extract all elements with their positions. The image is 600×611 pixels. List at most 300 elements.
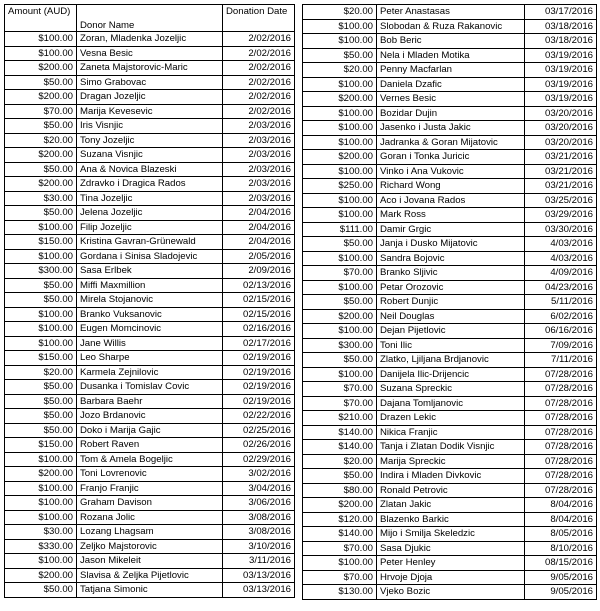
donor-name: Tony Jozeljic — [77, 133, 223, 148]
donor-name: Goran i Tonka Juricic — [377, 150, 525, 165]
donation-date: 07/28/2016 — [525, 469, 597, 484]
donor-name: Mijo i Smilja Skeledzic — [377, 527, 525, 542]
table-row — [5, 249, 295, 264]
donation-date: 2/03/2016 — [223, 162, 295, 177]
table-row — [5, 278, 295, 293]
donation-amount: $20.00 — [303, 63, 377, 78]
donation-date: 03/13/2016 — [223, 583, 295, 598]
donation-date: 03/30/2016 — [525, 222, 597, 237]
table-row — [303, 570, 597, 585]
table-row — [303, 382, 597, 397]
donation-date: 07/28/2016 — [525, 454, 597, 469]
donation-date: 07/28/2016 — [525, 483, 597, 498]
donation-amount: $120.00 — [303, 512, 377, 527]
table-row — [303, 498, 597, 513]
donation-amount: $100.00 — [5, 554, 77, 569]
table-row — [5, 264, 295, 279]
donation-date: 2/03/2016 — [223, 191, 295, 206]
donation-amount: $50.00 — [303, 353, 377, 368]
table-row — [5, 452, 295, 467]
donation-date: 04/23/2016 — [525, 280, 597, 295]
donation-amount: $50.00 — [303, 237, 377, 252]
donation-date: 02/25/2016 — [223, 423, 295, 438]
donation-date: 9/05/2016 — [525, 570, 597, 585]
table-row — [303, 338, 597, 353]
donation-date: 3/04/2016 — [223, 481, 295, 496]
donor-name: Jane Willis — [77, 336, 223, 351]
table-row — [5, 394, 295, 409]
donor-name: Toni Lovrenovic — [77, 467, 223, 482]
donation-date: 2/02/2016 — [223, 46, 295, 61]
donor-name-header: Donor Name — [77, 5, 223, 32]
table-row — [5, 409, 295, 424]
table-row — [5, 380, 295, 395]
donation-date: 5/11/2016 — [525, 295, 597, 310]
donation-amount: $70.00 — [303, 266, 377, 281]
table-row — [5, 46, 295, 61]
donor-name: Robert Dunjic — [377, 295, 525, 310]
donation-amount: $50.00 — [5, 409, 77, 424]
donation-amount: $100.00 — [5, 220, 77, 235]
table-row — [303, 556, 597, 571]
table-row — [303, 396, 597, 411]
donation-amount: $20.00 — [5, 365, 77, 380]
donation-amount: $150.00 — [5, 235, 77, 250]
donor-name: Zaneta Majstorovic-Maric — [77, 61, 223, 76]
table-row — [303, 164, 597, 179]
donation-amount: $300.00 — [5, 264, 77, 279]
table-row — [303, 324, 597, 339]
table-row — [5, 90, 295, 105]
donation-date-header: Donation Date — [223, 5, 295, 32]
donor-name: Daniela Dzafic — [377, 77, 525, 92]
donation-amount: $100.00 — [303, 324, 377, 339]
donor-name: Marija Kevesevic — [77, 104, 223, 119]
donation-date: 2/09/2016 — [223, 264, 295, 279]
donor-name: Dajana Tomljanovic — [377, 396, 525, 411]
donation-amount: $70.00 — [303, 382, 377, 397]
table-row — [303, 295, 597, 310]
donation-amount: $200.00 — [5, 177, 77, 192]
table-row — [303, 34, 597, 49]
donor-name: Janja i Dusko Mijatovic — [377, 237, 525, 252]
donation-date: 3/08/2016 — [223, 525, 295, 540]
donor-name: Peter Anastasas — [377, 5, 525, 20]
donation-date: 03/13/2016 — [223, 568, 295, 583]
donation-date: 6/02/2016 — [525, 309, 597, 324]
donation-amount: $70.00 — [303, 570, 377, 585]
donation-date: 9/05/2016 — [525, 585, 597, 600]
donor-name: Rozana Jolic — [77, 510, 223, 525]
table-row — [5, 351, 295, 366]
donation-date: 02/22/2016 — [223, 409, 295, 424]
donation-amount: $100.00 — [303, 280, 377, 295]
donation-date: 08/15/2016 — [525, 556, 597, 571]
donor-name: Lozang Lhagsam — [77, 525, 223, 540]
table-row — [303, 77, 597, 92]
donation-amount: $50.00 — [5, 75, 77, 90]
donation-date: 03/25/2016 — [525, 193, 597, 208]
donation-date: 03/19/2016 — [525, 92, 597, 107]
donation-amount: $100.00 — [5, 510, 77, 525]
donation-amount: $20.00 — [303, 5, 377, 20]
table-row — [303, 92, 597, 107]
donation-amount: $100.00 — [5, 481, 77, 496]
table-row — [303, 222, 597, 237]
donor-name: Tina Jozeljic — [77, 191, 223, 206]
donation-date: 07/28/2016 — [525, 367, 597, 382]
table-row — [303, 527, 597, 542]
donor-name: Miffi Maxmillion — [77, 278, 223, 293]
header-row — [5, 5, 295, 32]
donation-amount: $100.00 — [5, 496, 77, 511]
donor-name: Jozo Brdanovic — [77, 409, 223, 424]
donor-name: Zlatko, Ljiljana Brdjanovic — [377, 353, 525, 368]
donation-amount: $330.00 — [5, 539, 77, 554]
donor-name: Jelena Jozeljic — [77, 206, 223, 221]
table-row — [5, 307, 295, 322]
table-row — [5, 148, 295, 163]
donation-date: 07/28/2016 — [525, 425, 597, 440]
donation-amount: $50.00 — [5, 423, 77, 438]
donation-date: 02/15/2016 — [223, 307, 295, 322]
donation-date: 02/19/2016 — [223, 380, 295, 395]
donor-name: Nela i Mladen Motika — [377, 48, 525, 63]
donation-date: 03/21/2016 — [525, 150, 597, 165]
donation-amount: $300.00 — [303, 338, 377, 353]
donor-name: Slavisa & Zeljka Pijetlovic — [77, 568, 223, 583]
donor-name: Nikica Franjic — [377, 425, 525, 440]
donor-name: Petar Orozovic — [377, 280, 525, 295]
donation-amount: $30.00 — [5, 525, 77, 540]
donation-date: 2/05/2016 — [223, 249, 295, 264]
donation-amount: $250.00 — [303, 179, 377, 194]
donor-name: Peter Henley — [377, 556, 525, 571]
donor-name: Drazen Lekic — [377, 411, 525, 426]
donation-amount: $100.00 — [5, 32, 77, 47]
donor-name: Aco i Jovana Rados — [377, 193, 525, 208]
donation-date: 3/06/2016 — [223, 496, 295, 511]
table-row — [303, 353, 597, 368]
donor-name: Iris Visnjic — [77, 119, 223, 134]
table-row — [5, 496, 295, 511]
donation-amount: $50.00 — [5, 162, 77, 177]
donation-date: 07/28/2016 — [525, 382, 597, 397]
table-row — [5, 75, 295, 90]
donor-name: Robert Raven — [77, 438, 223, 453]
donor-name: Zeljko Majstorovic — [77, 539, 223, 554]
donation-date: 02/19/2016 — [223, 351, 295, 366]
table-row — [303, 251, 597, 266]
donation-amount: $50.00 — [5, 206, 77, 221]
donation-date: 03/19/2016 — [525, 63, 597, 78]
donation-date: 03/20/2016 — [525, 121, 597, 136]
table-row — [5, 467, 295, 482]
donation-date: 02/19/2016 — [223, 394, 295, 409]
donation-amount: $200.00 — [5, 90, 77, 105]
table-row — [5, 119, 295, 134]
donation-date: 2/03/2016 — [223, 148, 295, 163]
table-row — [303, 266, 597, 281]
donor-name: Ana & Novica Blazeski — [77, 162, 223, 177]
donation-date: 03/20/2016 — [525, 106, 597, 121]
donation-amount: $100.00 — [5, 307, 77, 322]
donation-amount: $100.00 — [303, 34, 377, 49]
donor-name: Tanja i Zlatan Dodik Visnjic — [377, 440, 525, 455]
donation-amount: $50.00 — [5, 119, 77, 134]
donation-amount: $50.00 — [5, 293, 77, 308]
table-row — [303, 237, 597, 252]
donation-amount: $200.00 — [303, 150, 377, 165]
donation-amount: $100.00 — [5, 322, 77, 337]
donation-amount: $100.00 — [5, 452, 77, 467]
table-row — [303, 63, 597, 78]
donation-amount: $100.00 — [303, 135, 377, 150]
donor-name: Branko Sljivic — [377, 266, 525, 281]
donation-amount: $100.00 — [5, 249, 77, 264]
donation-amount: $140.00 — [303, 440, 377, 455]
donation-date: 03/17/2016 — [525, 5, 597, 20]
table-row — [5, 539, 295, 554]
donor-name: Ronald Petrovic — [377, 483, 525, 498]
table-row — [5, 583, 295, 598]
donor-name: Dusanka i Tomislav Covic — [77, 380, 223, 395]
table-row — [5, 133, 295, 148]
donor-name: Indira i Mladen Divkovic — [377, 469, 525, 484]
table-row — [5, 191, 295, 206]
donor-name: Mark Ross — [377, 208, 525, 223]
donor-name: Kristina Gavran-Grünewald — [77, 235, 223, 250]
table-row — [5, 177, 295, 192]
donation-date: 2/02/2016 — [223, 90, 295, 105]
table-row — [5, 206, 295, 221]
donation-date: 07/28/2016 — [525, 396, 597, 411]
donation-amount: $200.00 — [303, 498, 377, 513]
donation-date: 07/28/2016 — [525, 440, 597, 455]
table-row — [5, 510, 295, 525]
donation-date: 2/04/2016 — [223, 220, 295, 235]
donor-name: Slobodan & Ruza Rakanovic — [377, 19, 525, 34]
donation-amount: $70.00 — [303, 396, 377, 411]
table-row — [5, 336, 295, 351]
donation-date: 03/20/2016 — [525, 135, 597, 150]
donation-date: 03/18/2016 — [525, 19, 597, 34]
donor-name: Toni Ilic — [377, 338, 525, 353]
donation-date: 2/03/2016 — [223, 133, 295, 148]
donation-amount: $100.00 — [303, 251, 377, 266]
donor-name: Bozidar Dujin — [377, 106, 525, 121]
donation-amount: $50.00 — [5, 380, 77, 395]
table-row — [5, 481, 295, 496]
donation-amount: $30.00 — [5, 191, 77, 206]
donor-name: Eugen Momcinovic — [77, 322, 223, 337]
donation-date: 2/03/2016 — [223, 177, 295, 192]
donor-name: Karmela Zejnilovic — [77, 365, 223, 380]
table-row — [303, 440, 597, 455]
donation-date: 02/19/2016 — [223, 365, 295, 380]
donor-name: Filip Jozeljic — [77, 220, 223, 235]
donation-amount: $140.00 — [303, 425, 377, 440]
donation-amount: $50.00 — [303, 48, 377, 63]
table-row — [303, 19, 597, 34]
table-row — [303, 309, 597, 324]
donor-name: Vernes Besic — [377, 92, 525, 107]
donation-date: 02/16/2016 — [223, 322, 295, 337]
donor-name: Suzana Spreckic — [377, 382, 525, 397]
donation-date: 07/28/2016 — [525, 411, 597, 426]
table-row — [303, 425, 597, 440]
donation-date: 03/18/2016 — [525, 34, 597, 49]
donation-date: 03/21/2016 — [525, 179, 597, 194]
table-row — [303, 150, 597, 165]
left-donation-table — [4, 4, 295, 598]
donation-amount: $100.00 — [303, 164, 377, 179]
table-row — [303, 121, 597, 136]
donation-date: 02/15/2016 — [223, 293, 295, 308]
donation-date: 03/19/2016 — [525, 48, 597, 63]
table-row — [5, 220, 295, 235]
table-row — [303, 280, 597, 295]
donation-amount: $70.00 — [303, 541, 377, 556]
donation-amount: $50.00 — [5, 394, 77, 409]
table-row — [5, 104, 295, 119]
donor-name: Damir Grgic — [377, 222, 525, 237]
table-row — [303, 48, 597, 63]
donor-name: Danijela Ilic-Drijencic — [377, 367, 525, 382]
donation-date: 02/17/2016 — [223, 336, 295, 351]
donation-date: 02/29/2016 — [223, 452, 295, 467]
table-row — [303, 179, 597, 194]
donor-name: Simo Grabovac — [77, 75, 223, 90]
donation-date: 2/03/2016 — [223, 119, 295, 134]
donation-amount: $150.00 — [5, 351, 77, 366]
donation-amount: $140.00 — [303, 527, 377, 542]
donor-name: Barbara Baehr — [77, 394, 223, 409]
table-row — [303, 585, 597, 600]
donor-name: Jadranka & Goran Mijatovic — [377, 135, 525, 150]
donor-name: Branko Vuksanovic — [77, 307, 223, 322]
donation-date: 8/04/2016 — [525, 512, 597, 527]
donor-name: Richard Wong — [377, 179, 525, 194]
table-row — [303, 541, 597, 556]
donation-amount: $100.00 — [5, 336, 77, 351]
donation-amount: $130.00 — [303, 585, 377, 600]
table-row — [5, 525, 295, 540]
donation-amount: $200.00 — [5, 148, 77, 163]
table-row — [5, 162, 295, 177]
donation-amount: $50.00 — [303, 469, 377, 484]
donation-date: 4/03/2016 — [525, 237, 597, 252]
donation-amount: $200.00 — [5, 467, 77, 482]
donor-name: Sasa Djukic — [377, 541, 525, 556]
donation-date: 7/09/2016 — [525, 338, 597, 353]
donation-amount: $100.00 — [303, 367, 377, 382]
donation-date: 3/08/2016 — [223, 510, 295, 525]
table-row — [303, 512, 597, 527]
table-row — [5, 423, 295, 438]
table-row — [5, 568, 295, 583]
donation-amount: $50.00 — [303, 295, 377, 310]
donation-amount: $20.00 — [5, 133, 77, 148]
donation-amount: $100.00 — [303, 121, 377, 136]
donor-name: Leo Sharpe — [77, 351, 223, 366]
donor-name: Doko i Marija Gajic — [77, 423, 223, 438]
donation-date: 8/05/2016 — [525, 527, 597, 542]
donation-date: 2/02/2016 — [223, 32, 295, 47]
donation-date: 7/11/2016 — [525, 353, 597, 368]
donation-date: 02/26/2016 — [223, 438, 295, 453]
table-row — [303, 454, 597, 469]
donor-name: Zlatan Jakic — [377, 498, 525, 513]
donor-name: Franjo Franjic — [77, 481, 223, 496]
donation-amount: $200.00 — [5, 568, 77, 583]
donor-name: Penny Macfarlan — [377, 63, 525, 78]
donation-amount: $20.00 — [303, 454, 377, 469]
donation-amount: $100.00 — [5, 46, 77, 61]
table-row — [5, 61, 295, 76]
donation-date: 8/04/2016 — [525, 498, 597, 513]
donation-amount: $50.00 — [5, 583, 77, 598]
right-donation-table — [302, 4, 597, 600]
table-row — [303, 411, 597, 426]
donation-date: 02/13/2016 — [223, 278, 295, 293]
donation-amount: $210.00 — [303, 411, 377, 426]
donor-name: Vinko i Ana Vukovic — [377, 164, 525, 179]
donation-date: 2/02/2016 — [223, 61, 295, 76]
table-row — [5, 554, 295, 569]
table-row — [303, 483, 597, 498]
donor-name: Neil Douglas — [377, 309, 525, 324]
donation-date: 8/10/2016 — [525, 541, 597, 556]
donation-date: 2/02/2016 — [223, 104, 295, 119]
donation-amount: $100.00 — [303, 77, 377, 92]
donation-amount: $100.00 — [303, 208, 377, 223]
table-row — [5, 365, 295, 380]
table-row — [303, 193, 597, 208]
table-row — [303, 135, 597, 150]
donation-date: 03/29/2016 — [525, 208, 597, 223]
donation-amount: $70.00 — [5, 104, 77, 119]
table-row — [303, 469, 597, 484]
table-row — [303, 5, 597, 20]
donation-date: 3/10/2016 — [223, 539, 295, 554]
donor-name: Mirela Stojanovic — [77, 293, 223, 308]
donation-amount: $80.00 — [303, 483, 377, 498]
donor-name: Tatjana Simonic — [77, 583, 223, 598]
donation-date: 03/21/2016 — [525, 164, 597, 179]
donation-date: 03/19/2016 — [525, 77, 597, 92]
donation-date: 4/09/2016 — [525, 266, 597, 281]
donor-name: Jason Mikeleit — [77, 554, 223, 569]
donation-amount: $111.00 — [303, 222, 377, 237]
donor-name: Graham Davison — [77, 496, 223, 511]
donor-name: Zoran, Mladenka Jozeljic — [77, 32, 223, 47]
donation-date: 06/16/2016 — [525, 324, 597, 339]
donation-amount: $200.00 — [5, 61, 77, 76]
table-row — [5, 322, 295, 337]
donor-name: Hrvoje Djoja — [377, 570, 525, 585]
donor-name: Gordana i Sinisa Sladojevic — [77, 249, 223, 264]
donation-date: 4/03/2016 — [525, 251, 597, 266]
table-row — [5, 293, 295, 308]
table-row — [5, 32, 295, 47]
donation-date: 3/11/2016 — [223, 554, 295, 569]
donation-amount: $100.00 — [303, 19, 377, 34]
amount-header: Amount (AUD) — [5, 5, 77, 32]
table-row — [5, 235, 295, 250]
donor-name: Suzana Visnjic — [77, 148, 223, 163]
table-row — [5, 438, 295, 453]
